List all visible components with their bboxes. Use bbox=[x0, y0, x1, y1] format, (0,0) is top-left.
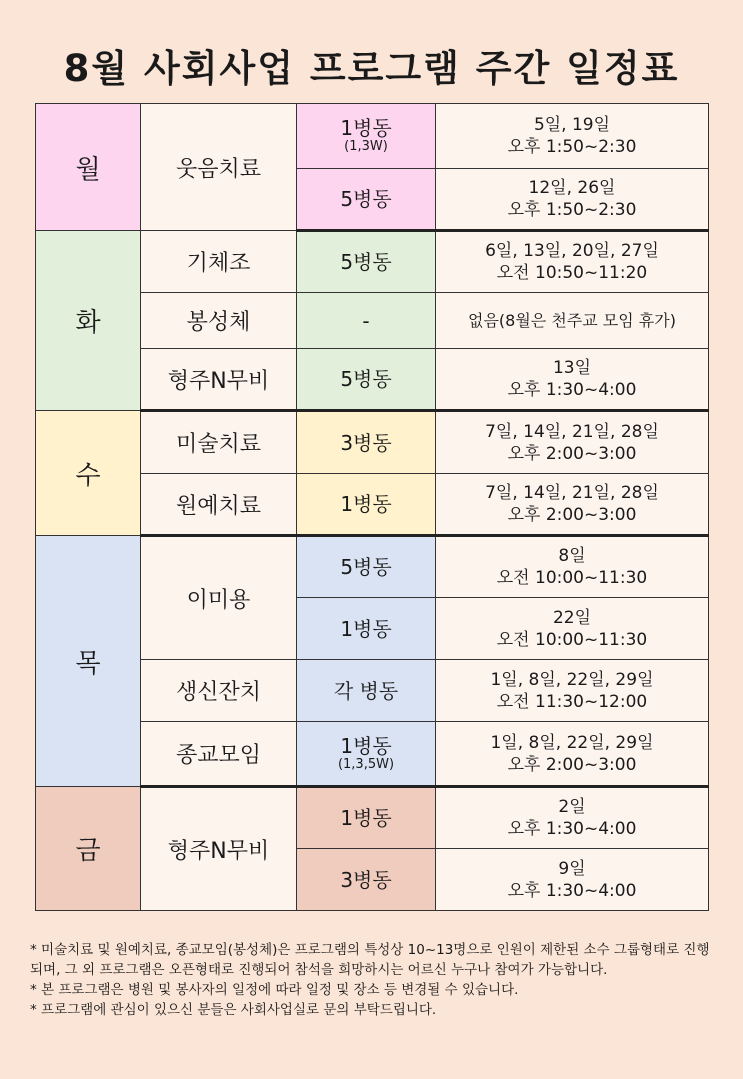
program-cell: 형주N무비 bbox=[141, 787, 297, 911]
ward-cell: - bbox=[297, 293, 436, 349]
ward-cell: 5병동 bbox=[297, 349, 436, 411]
schedule-cell bbox=[436, 598, 709, 660]
note-text: * 프로그램에 관심이 있으신 분들은 사회사업실로 문의 부탁드립니다. bbox=[30, 1002, 437, 1018]
schedule-time: 오전 11:30~12:00 bbox=[496, 691, 648, 712]
schedule-time: 오전 10:50~11:20 bbox=[496, 263, 648, 283]
ward-cell: 1병동 bbox=[297, 787, 436, 849]
day-cell-thu: 목 bbox=[36, 536, 141, 787]
program-cell: 웃음치료 bbox=[141, 104, 297, 231]
schedule-cell bbox=[436, 411, 709, 474]
schedule-date: 7일, 14일, 21일, 28일 bbox=[485, 421, 659, 442]
program-cell: 이미용 bbox=[141, 536, 297, 660]
schedule-date: 2일 bbox=[558, 797, 586, 817]
schedule-cell bbox=[436, 293, 709, 349]
schedule-cell bbox=[436, 169, 709, 231]
table-row bbox=[36, 536, 709, 598]
program-cell: 봉성체 bbox=[141, 293, 297, 349]
schedule-cell bbox=[436, 474, 709, 536]
ward-label: 1병동 bbox=[340, 733, 392, 758]
schedule-time: 오후 2:00~3:00 bbox=[507, 443, 637, 464]
ward-cell: 1병동 bbox=[297, 598, 436, 660]
schedule-cell bbox=[436, 231, 709, 293]
program-cell: 기체조 bbox=[141, 231, 297, 293]
schedule-cell bbox=[436, 349, 709, 411]
schedule-cell bbox=[436, 660, 709, 722]
schedule-date: 9일 bbox=[558, 858, 586, 879]
table-row bbox=[36, 411, 709, 474]
schedule-time: 오후 2:00~3:00 bbox=[507, 505, 637, 525]
ward-cell: 3병동 bbox=[297, 849, 436, 911]
page-title: 8월 사회사업 프로그램 주간 일정표 bbox=[63, 47, 680, 90]
schedule-time: 오후 1:50~2:30 bbox=[507, 137, 637, 157]
schedule-time: 오후 1:30~4:00 bbox=[507, 880, 637, 901]
schedule-date: 8일 bbox=[558, 546, 586, 566]
schedule-time: 오전 10:00~11:30 bbox=[496, 629, 648, 650]
schedule-date: 12일, 26일 bbox=[528, 178, 616, 198]
ward-note: (1,3W) bbox=[344, 139, 388, 154]
schedule-date: 1일, 8일, 22일, 29일 bbox=[490, 732, 654, 753]
schedule-time: 오후 1:30~4:00 bbox=[507, 819, 637, 839]
schedule-time: 오후 2:00~3:00 bbox=[507, 754, 637, 775]
schedule-time: 오후 1:50~2:30 bbox=[507, 200, 637, 220]
program-cell: 원예치료 bbox=[141, 474, 297, 536]
table-row bbox=[36, 104, 709, 169]
ward-cell: 1병동 bbox=[297, 474, 436, 536]
day-cell-mon: 월 bbox=[36, 104, 141, 231]
schedule-date: 1일, 8일, 22일, 29일 bbox=[490, 669, 654, 690]
program-cell: 생신잔치 bbox=[141, 660, 297, 722]
ward-cell: 3병동 bbox=[297, 411, 436, 474]
program-cell: 미술치료 bbox=[141, 411, 297, 474]
ward-cell: 5병동 bbox=[297, 536, 436, 598]
note-text: * 미술치료 및 원예치료, 종교모임(봉성체)은 프로그램의 특성상 10~13명으로 인원이 제한된 소수 그룹형태로 진행되며, 그 외 프로그램은 오픈형태로 진행되어 참석을 희망하시는 어르신 누구나 참여가 가능합니다. bbox=[30, 942, 710, 978]
schedule-cell bbox=[436, 722, 709, 787]
table-row bbox=[36, 787, 709, 849]
note-text: * 본 프로그램은 병원 및 봉사자의 일정에 따라 일정 및 장소 등 변경될 수 있습니다. bbox=[30, 982, 519, 998]
schedule-date: 7일, 14일, 21일, 28일 bbox=[485, 483, 659, 503]
schedule-cell bbox=[436, 104, 709, 169]
schedule-date: 없음(8월은 천주교 모임 휴가) bbox=[468, 310, 676, 330]
day-cell-tue: 화 bbox=[36, 231, 141, 411]
ward-note: (1,3,5W) bbox=[337, 756, 395, 772]
schedule-cell bbox=[436, 536, 709, 598]
day-cell-wed: 수 bbox=[36, 411, 141, 536]
table-row bbox=[36, 231, 709, 293]
notes-section bbox=[30, 940, 720, 1020]
schedule-date: 6일, 13일, 20일, 27일 bbox=[485, 241, 659, 261]
program-cell: 종교모임 bbox=[141, 722, 297, 787]
day-cell-fri: 금 bbox=[36, 787, 141, 911]
schedule-cell bbox=[436, 787, 709, 849]
ward-cell bbox=[297, 104, 436, 169]
schedule-time: 오전 10:00~11:30 bbox=[496, 568, 648, 588]
program-cell: 형주N무비 bbox=[141, 349, 297, 411]
ward-cell: 5병동 bbox=[297, 231, 436, 293]
schedule-date: 5일, 19일 bbox=[533, 115, 611, 135]
ward-label: 1병동 bbox=[340, 116, 392, 140]
ward-cell bbox=[297, 722, 436, 787]
schedule-date: 13일 bbox=[552, 358, 592, 378]
ward-cell: 5병동 bbox=[297, 169, 436, 231]
schedule-date: 22일 bbox=[552, 607, 592, 628]
schedule-cell bbox=[436, 849, 709, 911]
schedule-time: 오후 1:30~4:00 bbox=[507, 380, 637, 400]
ward-cell: 각 병동 bbox=[297, 660, 436, 722]
weekly-schedule-table bbox=[35, 103, 709, 911]
